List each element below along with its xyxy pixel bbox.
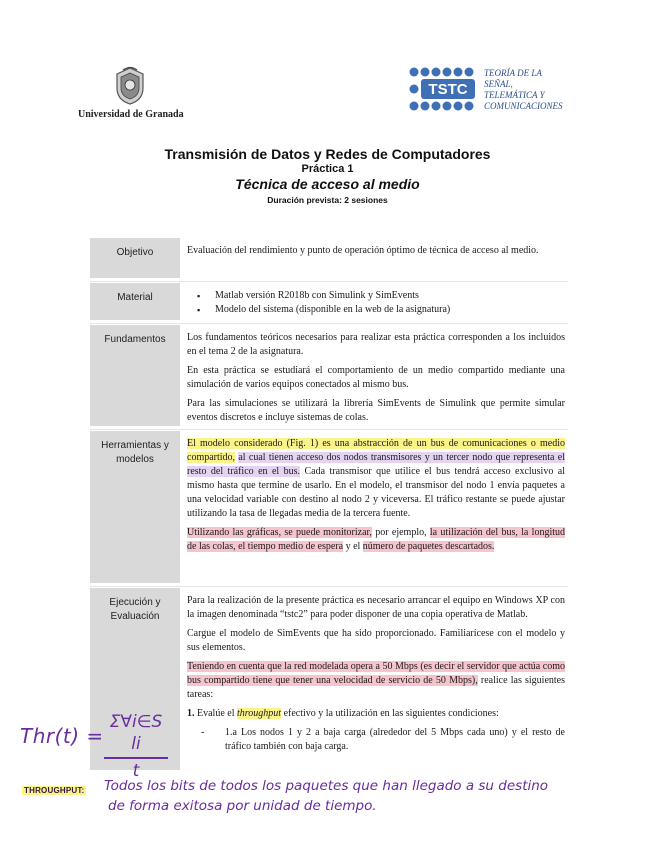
row-content [187, 331, 565, 430]
row-divider [90, 586, 568, 587]
row-fundamentos [90, 325, 568, 426]
highlight-red: la utilización del bus, la longitud de las colas, el tiempo medio de espera [187, 527, 565, 552]
list-item: ▪ Matlab versión R2018b con Simulink y SimEvents [193, 289, 571, 303]
subtask-item: - 1.a Los nodos 1 y 2 a baja carga (alrededor del 5 Mbps cada uno) y el resto de tráfico también con baja carga. [201, 727, 565, 752]
row-content [187, 244, 565, 263]
row-content [187, 437, 565, 559]
course-title: Transmisión de Datos y Redes de Computadores [164, 146, 491, 162]
row-label: Herramientas y modelos [90, 431, 180, 583]
handwritten-note-line: Todos los bits de todos los paquetes que han llegado a su destino [104, 778, 549, 794]
paragraph: Teniendo en cuenta que la red modelada opera a 50 Mbps (es decir el servidor que actúa como bus compartido tiene que tener una velocidad de servicio de 50 Mbps), realice las siguientes tareas: [187, 661, 566, 700]
material-list [193, 289, 571, 317]
highlight-yellow: throughput [236, 708, 282, 719]
paragraph: Utilizando las gráficas, se puede monitorizar, por ejemplo, la utilización del bus, la longitud de las colas, el tiempo medio de espera y el número de paquetes descartados. [187, 527, 565, 552]
university-name: Universidad de Granada [78, 109, 184, 120]
formula-numerator: Σ∀i∈S li [109, 712, 163, 754]
university-logo [78, 66, 182, 120]
fraction-bar [104, 757, 168, 759]
department-logo [408, 66, 588, 116]
paragraph: Para las simulaciones se utilizará la librería SimEvents de Simulink que permite simular eventos discretos e incluye sistemas de colas. [187, 398, 565, 423]
row-divider [90, 323, 568, 324]
row-label: Fundamentos [90, 325, 180, 426]
title-block [0, 146, 655, 207]
handwritten-formula-lhs: Thr(t) = [20, 724, 104, 748]
practice-title: Técnica de acceso al medio [235, 176, 420, 192]
row-label: Objetivo [90, 238, 180, 278]
paragraph: Los fundamentos teóricos necesarios para realizar esta práctica corresponden a los incluidos en el tema 2 de la asignatura. [187, 332, 565, 357]
objective-text: Evaluación del rendimiento y punto de operación óptimo de técnica de acceso al medio. [187, 245, 539, 256]
university-seal-icon [113, 66, 147, 106]
row-divider [90, 429, 568, 430]
highlight-red: número de paquetes descartados. [362, 541, 495, 552]
highlight-purple: al cual tienen acceso dos nodos transmisores y un tercer nodo que representa el resto del tráfico en el bus. [187, 452, 566, 477]
tstc-logo-text: TSTC [428, 81, 468, 98]
row-label: Ejecución y Evaluación [90, 588, 180, 770]
row-content [193, 289, 571, 317]
handwritten-note-line: de forma exitosa por unidad de tiempo. [108, 798, 377, 814]
paragraph: En esta práctica se estudiará el comportamiento de un medio compartido mediante una simulación de varios equipos conectados al mismo bus. [187, 365, 565, 390]
highlight-red: Teniendo en cuenta que la red modelada opera a 50 Mbps (es decir el servidor que actúa como bus compartido tiene que tener una velocidad de servicio de 50 Mbps), [187, 661, 565, 686]
paragraph: Para la realización de la presente práctica es necesario arrancar el equipo en Windows XP con la imagen denominada “tstc2” para poder disponer de una copia operativa de Matlab. [187, 595, 565, 620]
list-item: ▪ Modelo del sistema (disponible en la web de la asignatura) [193, 303, 571, 317]
row-divider [90, 281, 568, 282]
task-item: 1. Evalúe el throughput efectivo y la utilización en las siguientes condiciones: [187, 708, 499, 719]
handwritten-formula-fraction [104, 711, 168, 781]
handwritten-label: THROUGHPUT: [24, 786, 85, 795]
tstc-logo-icon [408, 66, 478, 112]
highlight-yellow: El modelo considerado (Fig. 1) es una abstracción de un bus de comunicaciones o medio compartido, [187, 438, 565, 463]
formula-denominator: t [132, 761, 140, 781]
paragraph: El modelo considerado (Fig. 1) es una abstracción de un bus de comunicaciones o medio compartido, al cual tienen acceso dos nodos transmisores y un tercer nodo que representa el resto del tráfico en el bus. Cada transmisor que utilice el bus tendrá acceso exclusivo al mismo hasta que termine de usarlo. En el modelo, el transmisor del nodo 1 envía paquetes a una velocidad variable con destino al nodo 2 y viceversa. El tráfico restante se puede ajustar utilizando la tasa de llegadas media de la tercera fuente. [187, 438, 566, 519]
row-material [90, 283, 568, 320]
row-objetivo [90, 238, 568, 278]
duration: Duración prevista: 2 sesiones [267, 195, 388, 205]
paragraph: Cargue el modelo de SimEvents que ha sido proporcionado. Familiarícese con el modelo y sus elementos. [187, 628, 565, 653]
row-label: Material [90, 283, 180, 320]
row-content [187, 594, 565, 759]
row-herramientas [90, 431, 568, 583]
department-name: TEORÍA DE LA SEÑAL, TELEMÁTICA Y COMUNICACIONES [484, 68, 563, 111]
practice-number: Práctica 1 [301, 163, 354, 175]
highlight-red: Utilizando las gráficas, se puede monitorizar, [187, 527, 372, 538]
